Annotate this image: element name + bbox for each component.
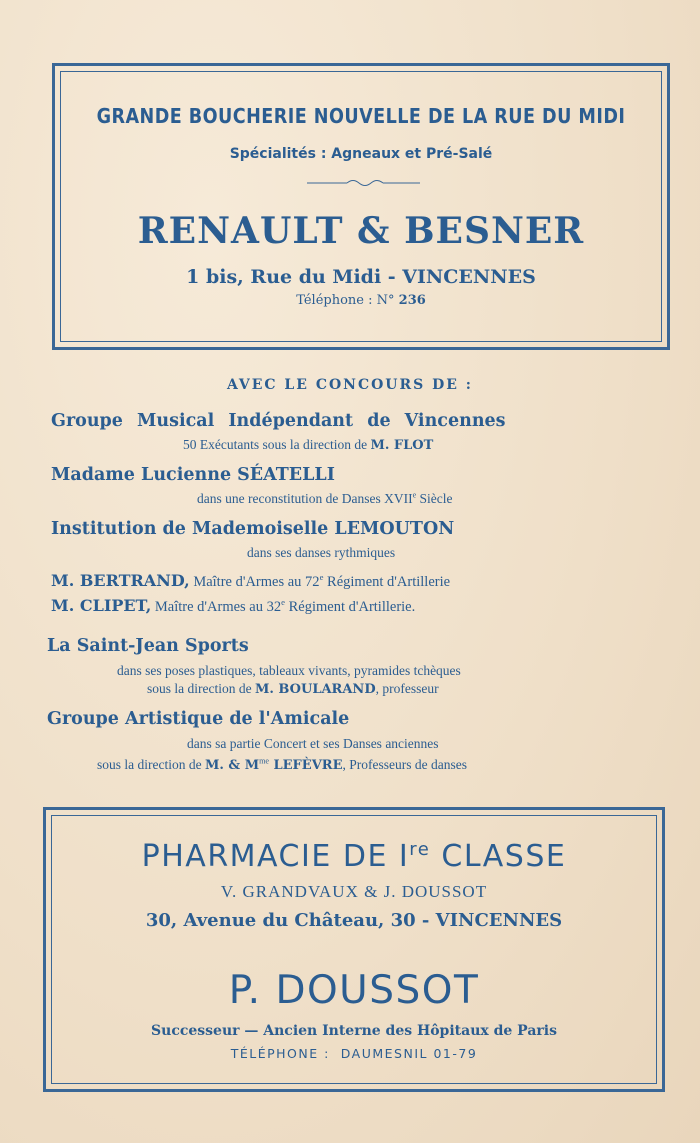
program-item-title: Madame Lucienne SÉATELLI (51, 465, 335, 485)
pharmacy-phone: TÉLÉPHONE : DAUMESNIL 01-79 (230, 1046, 478, 1061)
pharmacist-name: P. DOUSSOT (228, 968, 480, 1013)
program-person-line: M. CLIPET, Maître d'Armes au 32e Régiment d'Artillerie. (51, 596, 416, 615)
butcher-address: 1 bis, Rue du Midi - VINCENNES (186, 266, 536, 288)
program-item-detail: dans ses poses plastiques, tableaux vivants, pyramides tchèques (117, 663, 461, 678)
program-item-detail: dans ses danses rythmiques (247, 545, 396, 560)
program-item-title: Institution de Mademoiselle LEMOUTON (51, 519, 455, 539)
program-item-detail: dans sa partie Concert et ses Danses anciennes (187, 736, 439, 751)
program-item-title: La Saint-Jean Sports (47, 636, 249, 656)
program-item-detail: sous la direction de M. & $M^{me}$ LEFÈVRE, Professeurs de danses (97, 756, 467, 773)
program-heading: AVEC LE CONCOURS DE : (227, 377, 473, 393)
program-item-title: Groupe Musical Indépendant de Vincennes (51, 411, 506, 431)
butcher-phone: Téléphone : N° 236 (296, 293, 426, 308)
program-item-detail: sous la direction de M. BOULARAND, professeur (147, 681, 439, 697)
program-person-line: M. BERTRAND, Maître d'Armes au 72e Régiment d'Artillerie (51, 571, 451, 590)
butcher-specialties: Spécialités : Agneaux et Pré-Salé (229, 146, 493, 162)
butcher-shop-title: GRANDE BOUCHERIE NOUVELLE DE LA RUE DU MIDI (96, 104, 626, 128)
butcher-name: RENAULT & BESNER (137, 210, 585, 252)
program-item-detail: dans une reconstitution de Danses XVIIe Siècle (197, 490, 453, 506)
program-item-title: Groupe Artistique de l'Amicale (47, 709, 350, 729)
ornament-divider-icon (52, 176, 670, 190)
pharmacy-title: PHARMACIE DE Ire CLASSE (141, 839, 567, 874)
program-item-detail: 50 Exécutants sous la direction de M. FLOT (183, 437, 434, 453)
pharmacy-address: 30, Avenue du Château, 30 - VINCENNES (145, 910, 563, 931)
pharmacist-credentials: Successeur — Ancien Interne des Hôpitaux de Paris (151, 1023, 557, 1039)
pharmacy-owners: V. GRANDVAUX & J. DOUSSOT (220, 882, 488, 901)
